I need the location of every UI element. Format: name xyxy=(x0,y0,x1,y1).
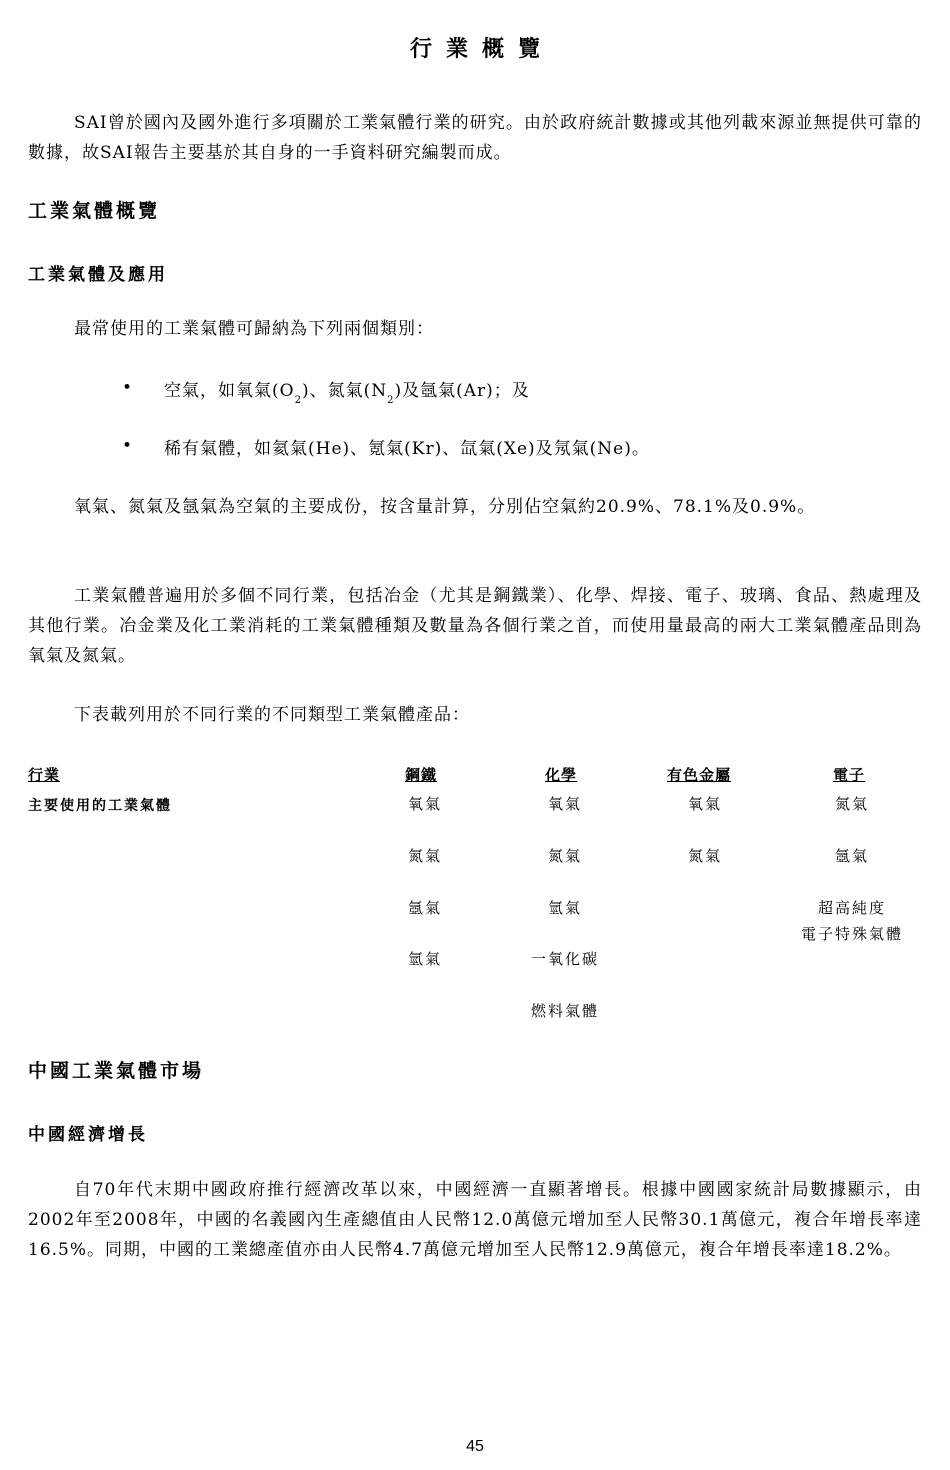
table-cell-steel: 氬氣 xyxy=(407,899,442,917)
bullet-air-prefix: 空氣，如氧氣(O xyxy=(164,381,295,401)
table-cell-nonferrous: 氧氣 xyxy=(687,795,722,813)
table-header-electronics: 電子 xyxy=(833,766,866,784)
subsection-heading-applications: 工業氣體及應用 xyxy=(28,265,168,285)
categories-lead: 最常使用的工業氣體可歸納為下列兩個類別： xyxy=(74,319,434,339)
table-cell-chemical: 一氧化碳 xyxy=(530,950,599,968)
subscript-2: 2 xyxy=(387,395,395,406)
economic-growth-paragraph: 自70年代末期中國政府推行經濟改革以來，中國經濟一直顯著增長。根據中國國家統計局數據顯示，由2002年至2008年，中國的名義國內生產總值由人民幣12.0萬億元增加至人民幣30.1萬億元，複合年增長率達16.5%。同期，中國的工業總產值亦由人民幣4.7萬億元增加至人民幣12.9萬億元，複合年增長率達18.2%。 xyxy=(28,1180,922,1260)
table-cell-electronics: 氬氣 xyxy=(834,847,869,865)
bullet-rare-gases: 稀有氣體，如氦氣(He)、氪氣(Kr)、氙氣(Xe)及氖氣(Ne)。 xyxy=(164,439,650,459)
table-cell-nonferrous: 氮氣 xyxy=(687,847,722,865)
table-header-industry: 行業 xyxy=(28,766,61,784)
table-cell-electronics: 氮氣 xyxy=(834,795,869,813)
table-cell-chemical: 氮氣 xyxy=(547,847,582,865)
table-cell-chemical: 氫氣 xyxy=(547,899,582,917)
table-header-chemical: 化學 xyxy=(545,766,578,784)
table-cell-chemical: 燃料氣體 xyxy=(530,1002,599,1020)
table-cell-steel: 氧氣 xyxy=(407,795,442,813)
bullet-air-mid: )、氮氣(N xyxy=(301,381,388,401)
table-cell-steel: 氮氣 xyxy=(407,847,442,865)
table-header-nonferrous: 有色金屬 xyxy=(667,766,732,784)
subsection-heading-economic-growth: 中國經濟增長 xyxy=(28,1125,148,1145)
composition-paragraph: 氧氣、氮氣及氬氣為空氣的主要成份，按含量計算，分別佔空氣約20.9%、78.1%及0.9%。 xyxy=(74,497,816,517)
section-heading-china-market: 中國工業氣體市場 xyxy=(28,1060,205,1082)
subscript-2: 2 xyxy=(294,395,302,406)
table-cell-steel: 氫氣 xyxy=(407,950,442,968)
usage-paragraph: 工業氣體普遍用於多個不同行業，包括冶金（尤其是鋼鐵業）、化學、焊接、電子、玻璃、食品、熱處理及其他行業。冶金業及化工業消耗的工業氣體種類及數量為各個行業之首，而使用量最高的兩大工業氣體產品則為氧氣及氮氣。 xyxy=(28,586,922,666)
table-intro: 下表載列用於不同行業的不同類型工業氣體產品： xyxy=(74,705,470,725)
bullet-air xyxy=(164,376,530,406)
page-title: 行業概覽 xyxy=(409,36,554,62)
bullet-dot: • xyxy=(122,436,133,456)
table-header-steel: 鋼鐵 xyxy=(405,766,438,784)
bullet-air-suffix: )及氬氣(Ar)；及 xyxy=(394,381,530,401)
section-heading-industrial-gases: 工業氣體概覽 xyxy=(28,200,161,222)
bullet-dot: • xyxy=(122,378,133,398)
table-cell-chemical: 氧氣 xyxy=(547,795,582,813)
table-cell-electronics: 超高純度 電子特殊氣體 xyxy=(800,899,903,943)
page-number: 45 xyxy=(466,1438,484,1455)
table-row-label: 主要使用的工業氣體 xyxy=(28,798,172,814)
intro-paragraph: SAI曾於國內及國外進行多項關於工業氣體行業的研究。由於政府統計數據或其他列載來源並無提供可靠的數據，故SAI報告主要基於其自身的一手資料研究編製而成。 xyxy=(28,113,922,163)
